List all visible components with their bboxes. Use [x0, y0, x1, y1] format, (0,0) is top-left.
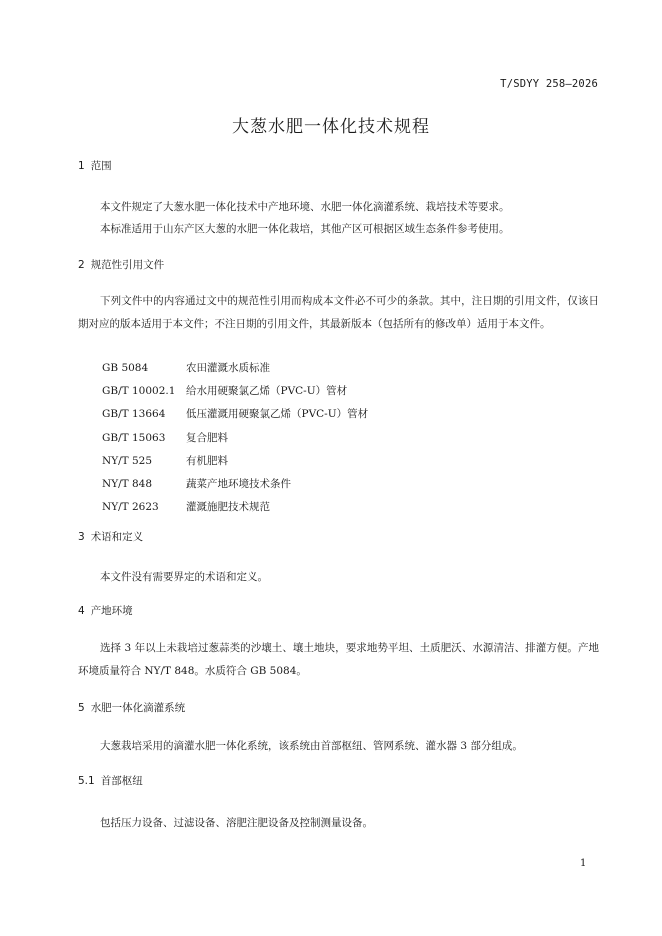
reference-item [102, 475, 368, 498]
reference-code: GB 5084 [102, 362, 149, 374]
section-3-paragraph: 本文件没有需要界定的术语和定义。 [100, 571, 268, 583]
section-title: 范围 [90, 160, 112, 172]
reference-item [102, 382, 368, 405]
section-1-heading [78, 159, 112, 173]
reference-code: NY/T 525 [102, 454, 153, 467]
section-4-paragraph: 选择 3 年以上未栽培过葱蒜类的沙壤土、壤土地块，要求地势平坦、土质肥沃、水源清洁、排灌方便。产地环境质量符合 NY/T 848。水质符合 GB 5084。 [78, 642, 599, 677]
section-number: 4 [78, 605, 85, 617]
section-5-paragraph: 大葱栽培采用的滴灌水肥一体化系统，该系统由首部枢纽、管网系统、灌水器 3 部分组成。 [100, 740, 523, 752]
page-number: 1 [580, 858, 587, 869]
reference-name: 蔬菜产地环境技术条件 [186, 477, 291, 490]
section-title: 规范性引用文件 [90, 259, 165, 271]
reference-name: 复合肥料 [186, 431, 228, 444]
section-5-1-paragraph: 包括压力设备、过滤设备、溶肥注肥设备及控制测量设备。 [100, 817, 373, 829]
document-title: 大葱水肥一体化技术规程 [232, 117, 430, 137]
section-2-heading [78, 258, 164, 272]
reference-name: 灌溉施肥技术规范 [186, 501, 270, 514]
reference-list [102, 359, 368, 521]
section-5-1-heading [78, 774, 143, 788]
section-number: 2 [78, 259, 85, 271]
section-5-heading [78, 701, 185, 715]
reference-code: NY/T 848 [102, 477, 153, 490]
reference-code: GB/T 13664 [102, 408, 166, 421]
reference-code: NY/T 2623 [102, 501, 159, 514]
section-number: 3 [78, 531, 85, 543]
section-title: 水肥一体化滴灌系统 [90, 702, 186, 714]
reference-item [102, 359, 368, 382]
reference-item [102, 405, 368, 428]
section-4-heading [78, 604, 133, 618]
section-2-paragraph: 下列文件中的内容通过文中的规范性引用而构成本文件必不可少的条款。其中，注日期的引用文件，仅该日期对应的版本适用于本文件；不注日期的引用文件，其最新版本（包括所有的修改单）适用于本文件。 [78, 295, 599, 330]
section-3-heading [78, 530, 143, 544]
section-1-paragraph-1: 本文件规定了大葱水肥一体化技术中产地环境、水肥一体化滴灌系统、栽培技术等要求。 [100, 201, 510, 213]
section-title: 首部枢纽 [100, 775, 143, 787]
section-title: 产地环境 [90, 605, 133, 617]
reference-item [102, 452, 368, 475]
reference-item [102, 498, 368, 521]
reference-item [102, 429, 368, 452]
section-number: 5.1 [78, 775, 95, 787]
reference-name: 有机肥料 [186, 454, 228, 467]
section-title: 术语和定义 [90, 531, 144, 543]
reference-name: 农田灌溉水质标准 [186, 362, 270, 374]
section-number: 5 [78, 702, 85, 714]
reference-name: 给水用硬聚氯乙烯（PVC-U）管材 [186, 385, 348, 398]
reference-code: GB/T 10002.1 [102, 385, 176, 398]
reference-name: 低压灌溉用硬聚氯乙烯（PVC-U）管材 [186, 408, 369, 421]
section-1-paragraph-2: 本标准适用于山东产区大葱的水肥一体化栽培，其他产区可根据区域生态条件参考使用。 [100, 223, 510, 235]
reference-code: GB/T 15063 [102, 431, 166, 444]
document-code: T/SDYY 258—2026 [500, 78, 598, 90]
section-number: 1 [78, 160, 85, 172]
